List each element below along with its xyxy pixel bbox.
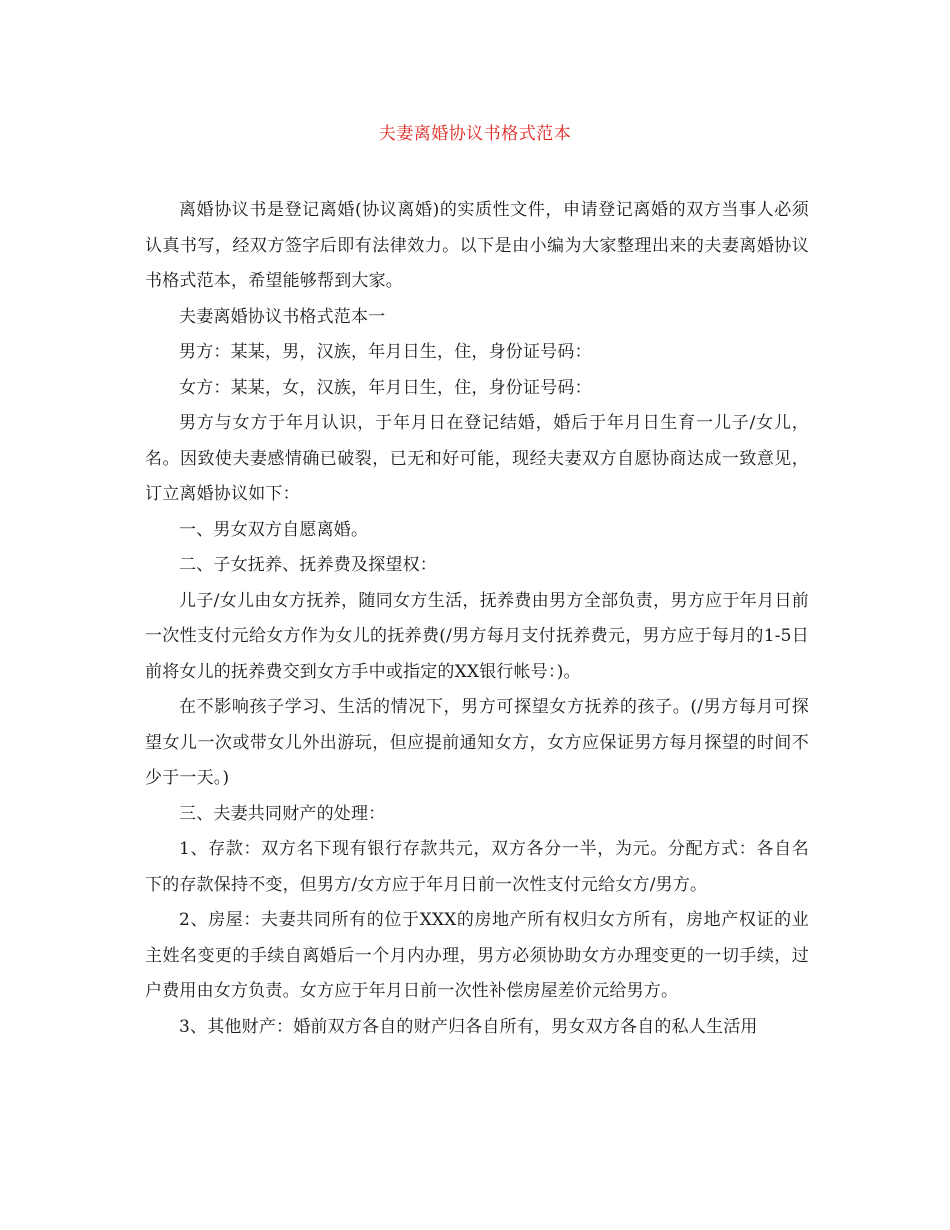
- paragraph-section-heading: 夫妻离婚协议书格式范本一: [179, 306, 386, 327]
- paragraph-background: 男方与女方于年月认识，于年月日在登记结婚，婚后于年月日生育一儿子/女儿，名。因致使夫妻感情确已破裂，已无和好可能，现经夫妻双方自愿协商达成一致意见，订立离婚协议如下：: [145, 413, 809, 504]
- paragraph-male-party: 男方：某某，男，汉族，年月日生，住，身份证号码：: [179, 342, 592, 362]
- paragraph-clause-3: 三、夫妻共同财产的处理：: [179, 803, 386, 824]
- document-body: [145, 193, 809, 1045]
- paragraph-clause-2: 二、子女抚养、抚养费及探望权：: [179, 555, 437, 575]
- document-title: 夫妻离婚协议书格式范本: [378, 124, 572, 144]
- paragraph-custody: 儿子/女儿由女方抚养，随同女方生活，抚养费由男方全部负责，男方应于年月日前一次性支付元给女方作为女儿的抚养费(/男方每月支付抚养费元，男方应于每月的1-5日前将女儿的抚养费交到女方手中或指定的XX银行帐号：)。: [145, 590, 809, 682]
- paragraph-visitation: 在不影响孩子学习、生活的情况下，男方可探望女方抚养的孩子。(/男方每月可探望女儿一次或带女儿外出游玩，但应提前通知女方，女方应保证男方每月探望的时间不少于一天。): [145, 697, 809, 788]
- paragraph-other-property: 3、其他财产：婚前双方各自的财产归各自所有，男女双方各自的私人生活用: [179, 1016, 758, 1037]
- paragraph-clause-1: 一、男女双方自愿离婚。: [179, 519, 369, 540]
- paragraph-deposits: 1、存款：双方名下现有银行存款共元，双方各分一半，为元。分配方式：各自名下的存款保持不变，但男方/女方应于年月日前一次性支付元给女方/男方。: [145, 839, 809, 895]
- paragraph-house: 2、房屋：夫妻共同所有的位于XXX的房地产所有权归女方所有，房地产权证的业主姓名变更的手续自离婚后一个月内办理，男方必须协助女方办理变更的一切手续，过户费用由女方负责。女方应于年月日前一次性补偿房屋差价元给男方。: [145, 910, 809, 1001]
- paragraph-female-party: 女方：某某，女，汉族，年月日生，住，身份证号码：: [179, 377, 592, 398]
- paragraph-intro: 离婚协议书是登记离婚(协议离婚)的实质性文件，申请登记离婚的双方当事人必须认真书写，经双方签字后即有法律效力。以下是由小编为大家整理出来的夫妻离婚协议书格式范本，希望能够帮到大家。: [145, 200, 809, 291]
